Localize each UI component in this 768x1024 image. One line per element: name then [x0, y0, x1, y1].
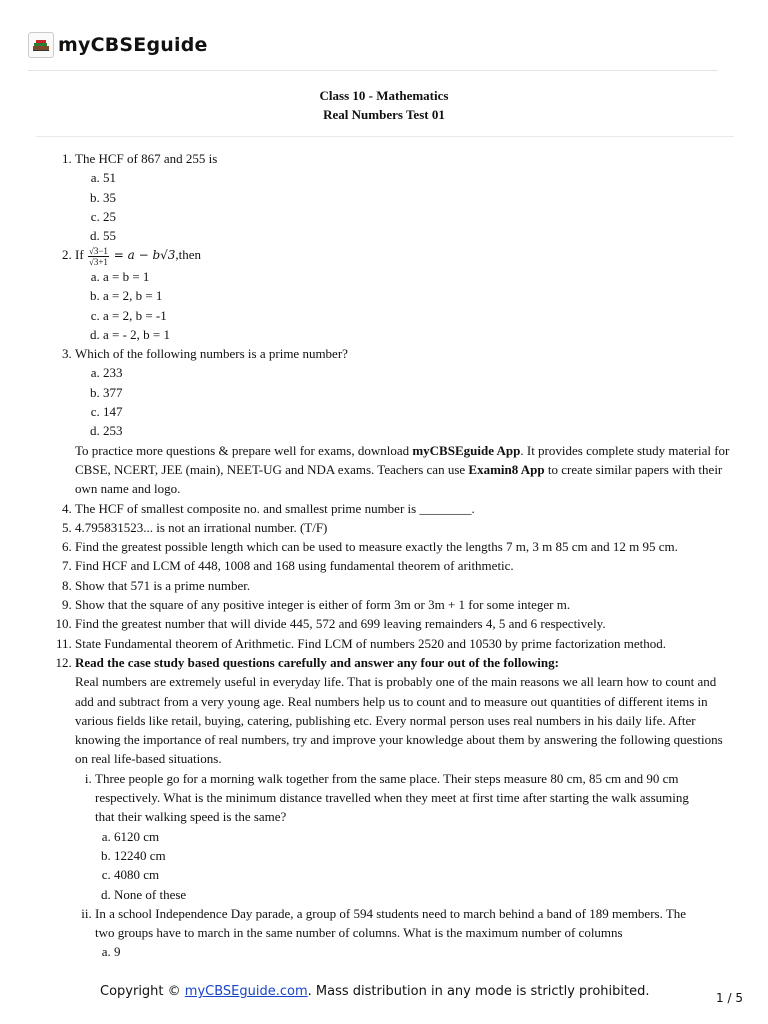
option: c. 147: [103, 402, 730, 421]
app-name-examin8: Examin8 App: [468, 461, 545, 477]
site-header: [28, 32, 208, 58]
question-1: [75, 149, 730, 245]
options: [95, 827, 695, 904]
promo-text: to create similar papers with their own name and logo.: [75, 461, 723, 497]
site-link[interactable]: myCBSEguide.com: [184, 984, 308, 999]
option: d. 55: [103, 226, 730, 245]
question-text: In a school Independence Day parade, a group of 594 students need to march behind a band of 189 members. The two groups have to march in the same number of columns. What is the maximum number of columns: [95, 905, 687, 941]
question-12: [75, 653, 730, 962]
options: [75, 267, 730, 344]
option: b. a = 2, b = 1: [103, 286, 730, 305]
question-text: The HCF of 867 and 255 is: [75, 151, 218, 166]
question-7: 7. Find HCF and LCM of 448, 1008 and 168 using fundamental theorem of arithmetic.: [75, 556, 730, 575]
equation: = a − b√3: [109, 248, 176, 263]
options: [75, 363, 730, 440]
copyright-text: . Mass distribution in any mode is strictly prohibited.: [307, 984, 650, 999]
option: c. a = 2, b = -1: [103, 306, 730, 325]
question-text: Three people go for a morning walk together from the same place. Their steps measure 80 cm, 85 cm and 90 cm respectively. What is the minimum distance travelled when they meet at first time after starting the walk assuming that their walking speed is the same?: [95, 770, 689, 825]
question-9: 9. Show that the square of any positive integer is either of form 3m or 3m + 1 for some integer m.: [75, 595, 730, 614]
header-divider: [28, 70, 718, 71]
option: a. 233: [103, 363, 730, 382]
option: a. 51: [103, 168, 730, 187]
option: d. None of these: [114, 885, 695, 904]
option: c. 25: [103, 207, 730, 226]
question-3: [75, 344, 730, 440]
app-name-mycbseguide: myCBSEguide App: [412, 442, 521, 458]
case-study-heading: Read the case study based questions carefully and answer any four out of the following:: [75, 654, 559, 670]
promo-text: . It provides complete study material for CBSE, NCERT, JEE (main), NEET-UG and NDA exams. Teachers can use: [75, 442, 730, 477]
question-list: [0, 149, 768, 962]
fraction-numerator: √3−1: [88, 246, 108, 256]
question-suffix: ,then: [175, 247, 202, 263]
option: a. 6120 cm: [114, 827, 695, 846]
sub-question-2: [95, 904, 695, 962]
option: c. 4080 cm: [114, 865, 695, 884]
title-test: Real Numbers Test 01: [323, 107, 445, 122]
question-8: 8. Show that 571 is a prime number.: [75, 576, 730, 595]
questions-continued: [0, 499, 730, 962]
option: b. 35: [103, 188, 730, 207]
option: a. 9: [114, 942, 695, 961]
promo-paragraph: [75, 441, 735, 499]
option: b. 377: [103, 383, 730, 402]
sub-questions: [75, 769, 695, 962]
question-11: 11. State Fundamental theorem of Arithmetic. Find LCM of numbers 2520 and 10530 by prime factorization method.: [75, 634, 730, 653]
question-prefix: If: [75, 247, 84, 263]
page-number: 1 / 5: [716, 991, 743, 1005]
question-text: Which of the following numbers is a prime number?: [75, 346, 348, 362]
question-5: 5. 4.795831523... is not an irrational number. (T/F): [75, 518, 730, 537]
fraction: [88, 246, 109, 267]
question-4: 4. The HCF of smallest composite no. and smallest prime number is ________.: [75, 499, 730, 518]
option: d. 253: [103, 421, 730, 440]
copyright-footer: [100, 984, 649, 999]
questions: [0, 149, 730, 441]
option: d. a = - 2, b = 1: [103, 325, 730, 344]
option: b. 12240 cm: [114, 846, 695, 865]
document-title: [0, 86, 768, 124]
question-2: [75, 245, 730, 344]
options: [75, 168, 730, 245]
case-study-passage: Real numbers are extremely useful in everyday life. That is probably one of the main reasons we all learn how to count and add and subtract from a very young age. Real numbers help us to count and to measure out quantities of different items in various fields like retail, buying, catering, publishing etc. Every normal person uses real numbers in his daily life. After knowing the importance of real numbers, try and improve your knowledge about them by answering the following questions on real life-based situations.: [75, 674, 723, 767]
title-class: Class 10 - Mathematics: [319, 88, 449, 103]
options: [95, 942, 695, 961]
books-logo-icon: [28, 32, 54, 58]
option: a. a = b = 1: [103, 267, 730, 286]
promo-text: To practice more questions & prepare well for exams, download: [75, 442, 413, 458]
fraction-denominator: √3+1: [88, 257, 108, 267]
question-6: 6. Find the greatest possible length which can be used to measure exactly the lengths 7 m, 3 m 85 cm and 12 m 95 cm.: [75, 537, 730, 556]
brand-name: myCBSEguide: [58, 34, 208, 56]
copyright-text: Copyright ©: [100, 984, 185, 999]
sub-question-1: [95, 769, 695, 904]
question-10: 10. Find the greatest number that will divide 445, 572 and 699 leaving remainders 4, 5 and 6 respectively.: [75, 614, 730, 633]
title-divider: [36, 136, 734, 137]
